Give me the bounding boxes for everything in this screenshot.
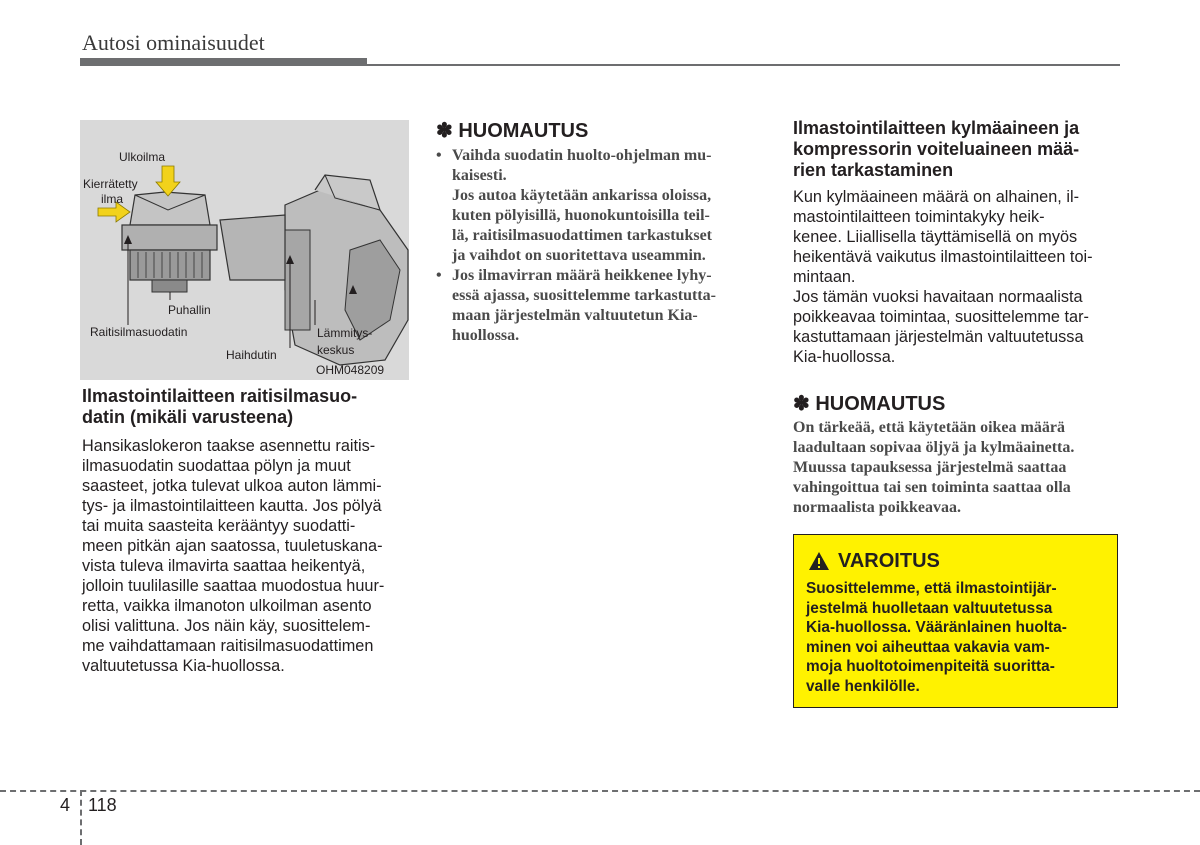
left-body-line: olisi valittuna. Jos näin käy, suosittelem- [82,617,371,635]
right-heading-2: kompressorin voiteluaineen mää- [793,139,1080,159]
warning-line: Suosittelemme, että ilmastointijär- [806,580,1057,597]
right-body [793,187,1123,367]
right-body-line: mintaan. [793,268,856,286]
right-note-line: vahingoittua tai sen toiminta saattaa olla [793,479,1071,496]
left-body-line: Hansikaslokeron taakse asennettu raitis- [82,437,376,455]
warning-title-text: VAROITUS [838,550,940,572]
warning-line: valle henkilölle. [806,677,920,695]
bullet-line: kuten pölyisillä, huonokuntoisilla teil- [452,207,710,224]
bullet-line: huollossa. [452,327,520,344]
left-body-line: tai muita saasteita kerääntyy suodatti- [82,517,356,535]
air-conditioning-illustration [80,120,409,380]
right-body-line: kastuttamaan järjestelmän valtuutetussa [793,328,1084,346]
left-body-line: vista tuleva ilmavirta saattaa heikentyä, [82,557,366,575]
left-body-line: me vaihdattamaan raitisilmasuodattimen [82,637,374,655]
footer-divider [80,790,82,845]
header-bar [80,58,367,66]
chapter-number: 4 [60,795,71,815]
label-puhallin: Puhallin [168,303,211,317]
warning-text [806,579,1110,696]
warning-line: jestelmä huolletaan valtuutetussa [806,599,1053,617]
warning-title [808,549,940,573]
header-rule [367,64,1120,66]
right-note-body [793,418,1123,518]
bullet-line: essä ajassa, suosittelemme tarkastutta- [452,287,716,304]
right-heading-3: rien tarkastaminen [793,160,954,180]
label-lammitys-2: keskus [317,343,355,357]
right-note-title [793,393,1123,415]
left-body-line: ilmasuodatin suodattaa pölyn ja muut [82,457,351,475]
asterisk-icon: ✽ [793,393,810,415]
warning-box [793,534,1118,708]
right-note-line: laadultaan sopivaa öljyä ja kylmäainetta. [793,439,1075,456]
middle-note-title-text: HUOMAUTUS [458,120,589,142]
bullet-line: Jos ilmavirran määrä heikkenee lyhy- [452,267,712,284]
right-note-line: normaalista poikkeavaa. [793,499,962,516]
right-body-line: poikkeavaa toimintaa, suosittelemme tar- [793,308,1089,326]
footer-rule [0,790,1200,792]
warning-line: Kia-huollossa. Vääränlainen huolta- [806,619,1067,636]
bullet-line: maan järjestelmän valtuutetun Kia- [452,307,698,324]
middle-column [436,120,766,346]
left-body-line: tys- ja ilmastointilaitteen kautta. Jos pölyä [82,497,382,515]
asterisk-icon: ✽ [436,120,453,142]
bullet-line: Vaihda suodatin huolto-ohjelman mu- [452,147,712,164]
right-column [793,118,1123,518]
left-body-line: retta, vaikka ilmanoton ulkoilman asento [82,597,372,615]
page-number: 118 [88,795,117,815]
left-column [82,386,412,676]
right-note-line: Muussa tapauksessa järjestelmä saattaa [793,459,1067,476]
right-note-line: On tärkeää, että käytetään oikea määrä [793,419,1065,436]
left-heading-2: datin (mikäli varusteena) [82,407,294,427]
middle-note-title [436,120,766,142]
label-lammitys-1: Lämmitys- [317,326,373,340]
warning-line: moja huoltotoimenpiteitä suoritta- [806,658,1055,675]
bullet-icon: • [436,267,442,284]
note-bullet [436,146,766,266]
left-body-line: saasteet, jotka tulevat ulkoa auton lämmi- [82,477,382,495]
label-ulkoilma: Ulkoilma [119,150,166,164]
right-note-title-text: HUOMAUTUS [815,393,946,415]
label-ilma: ilma [101,192,124,206]
bullet-line: ja vaihdot on suoritettava useammin. [452,247,706,264]
right-body-line: Jos tämän vuoksi havaitaan normaalista [793,288,1083,306]
right-body-line: mastointilaitteen toimintakyky heik- [793,208,1045,226]
label-kierratetty: Kierrätetty [83,177,138,191]
left-body-line: meen pitkän ajan saatossa, tuuletuskana- [82,537,383,555]
right-body-line: Kun kylmäaineen määrä on alhainen, il- [793,188,1079,206]
left-body-line: jolloin tuulilasille saattaa muodostua huur- [82,577,385,595]
label-raitisilmasuodatin: Raitisilmasuodatin [90,325,188,339]
warning-line: minen voi aiheuttaa vakavia vam- [806,638,1050,656]
warning-triangle-icon [808,551,830,571]
figure-code: OHM048209 [316,363,385,377]
bullet-line: kaisesti. [452,167,507,184]
note-bullet [436,266,766,346]
middle-note-body [436,146,766,346]
left-body [82,436,412,676]
right-heading-1: Ilmastointilaitteen kylmäaineen ja [793,118,1080,138]
right-body-line: heikentävä vaikutus ilmastointilaitteen toi- [793,248,1093,266]
bullet-line: Jos autoa käytetään ankarissa oloissa, [452,187,712,204]
bullet-line: lä, raitisilmasuodattimen tarkastukset [452,227,712,244]
right-body-line: kenee. Liiallisella täyttämisellä on myös [793,228,1078,246]
left-body-line: valtuutetussa Kia-huollossa. [82,657,285,675]
label-haihdutin: Haihdutin [226,348,277,362]
header-title: Autosi ominaisuudet [82,30,265,55]
bullet-icon: • [436,147,442,164]
right-body-line: Kia-huollossa. [793,348,896,366]
left-heading-1: Ilmastointilaitteen raitisilmasuo- [82,386,358,406]
